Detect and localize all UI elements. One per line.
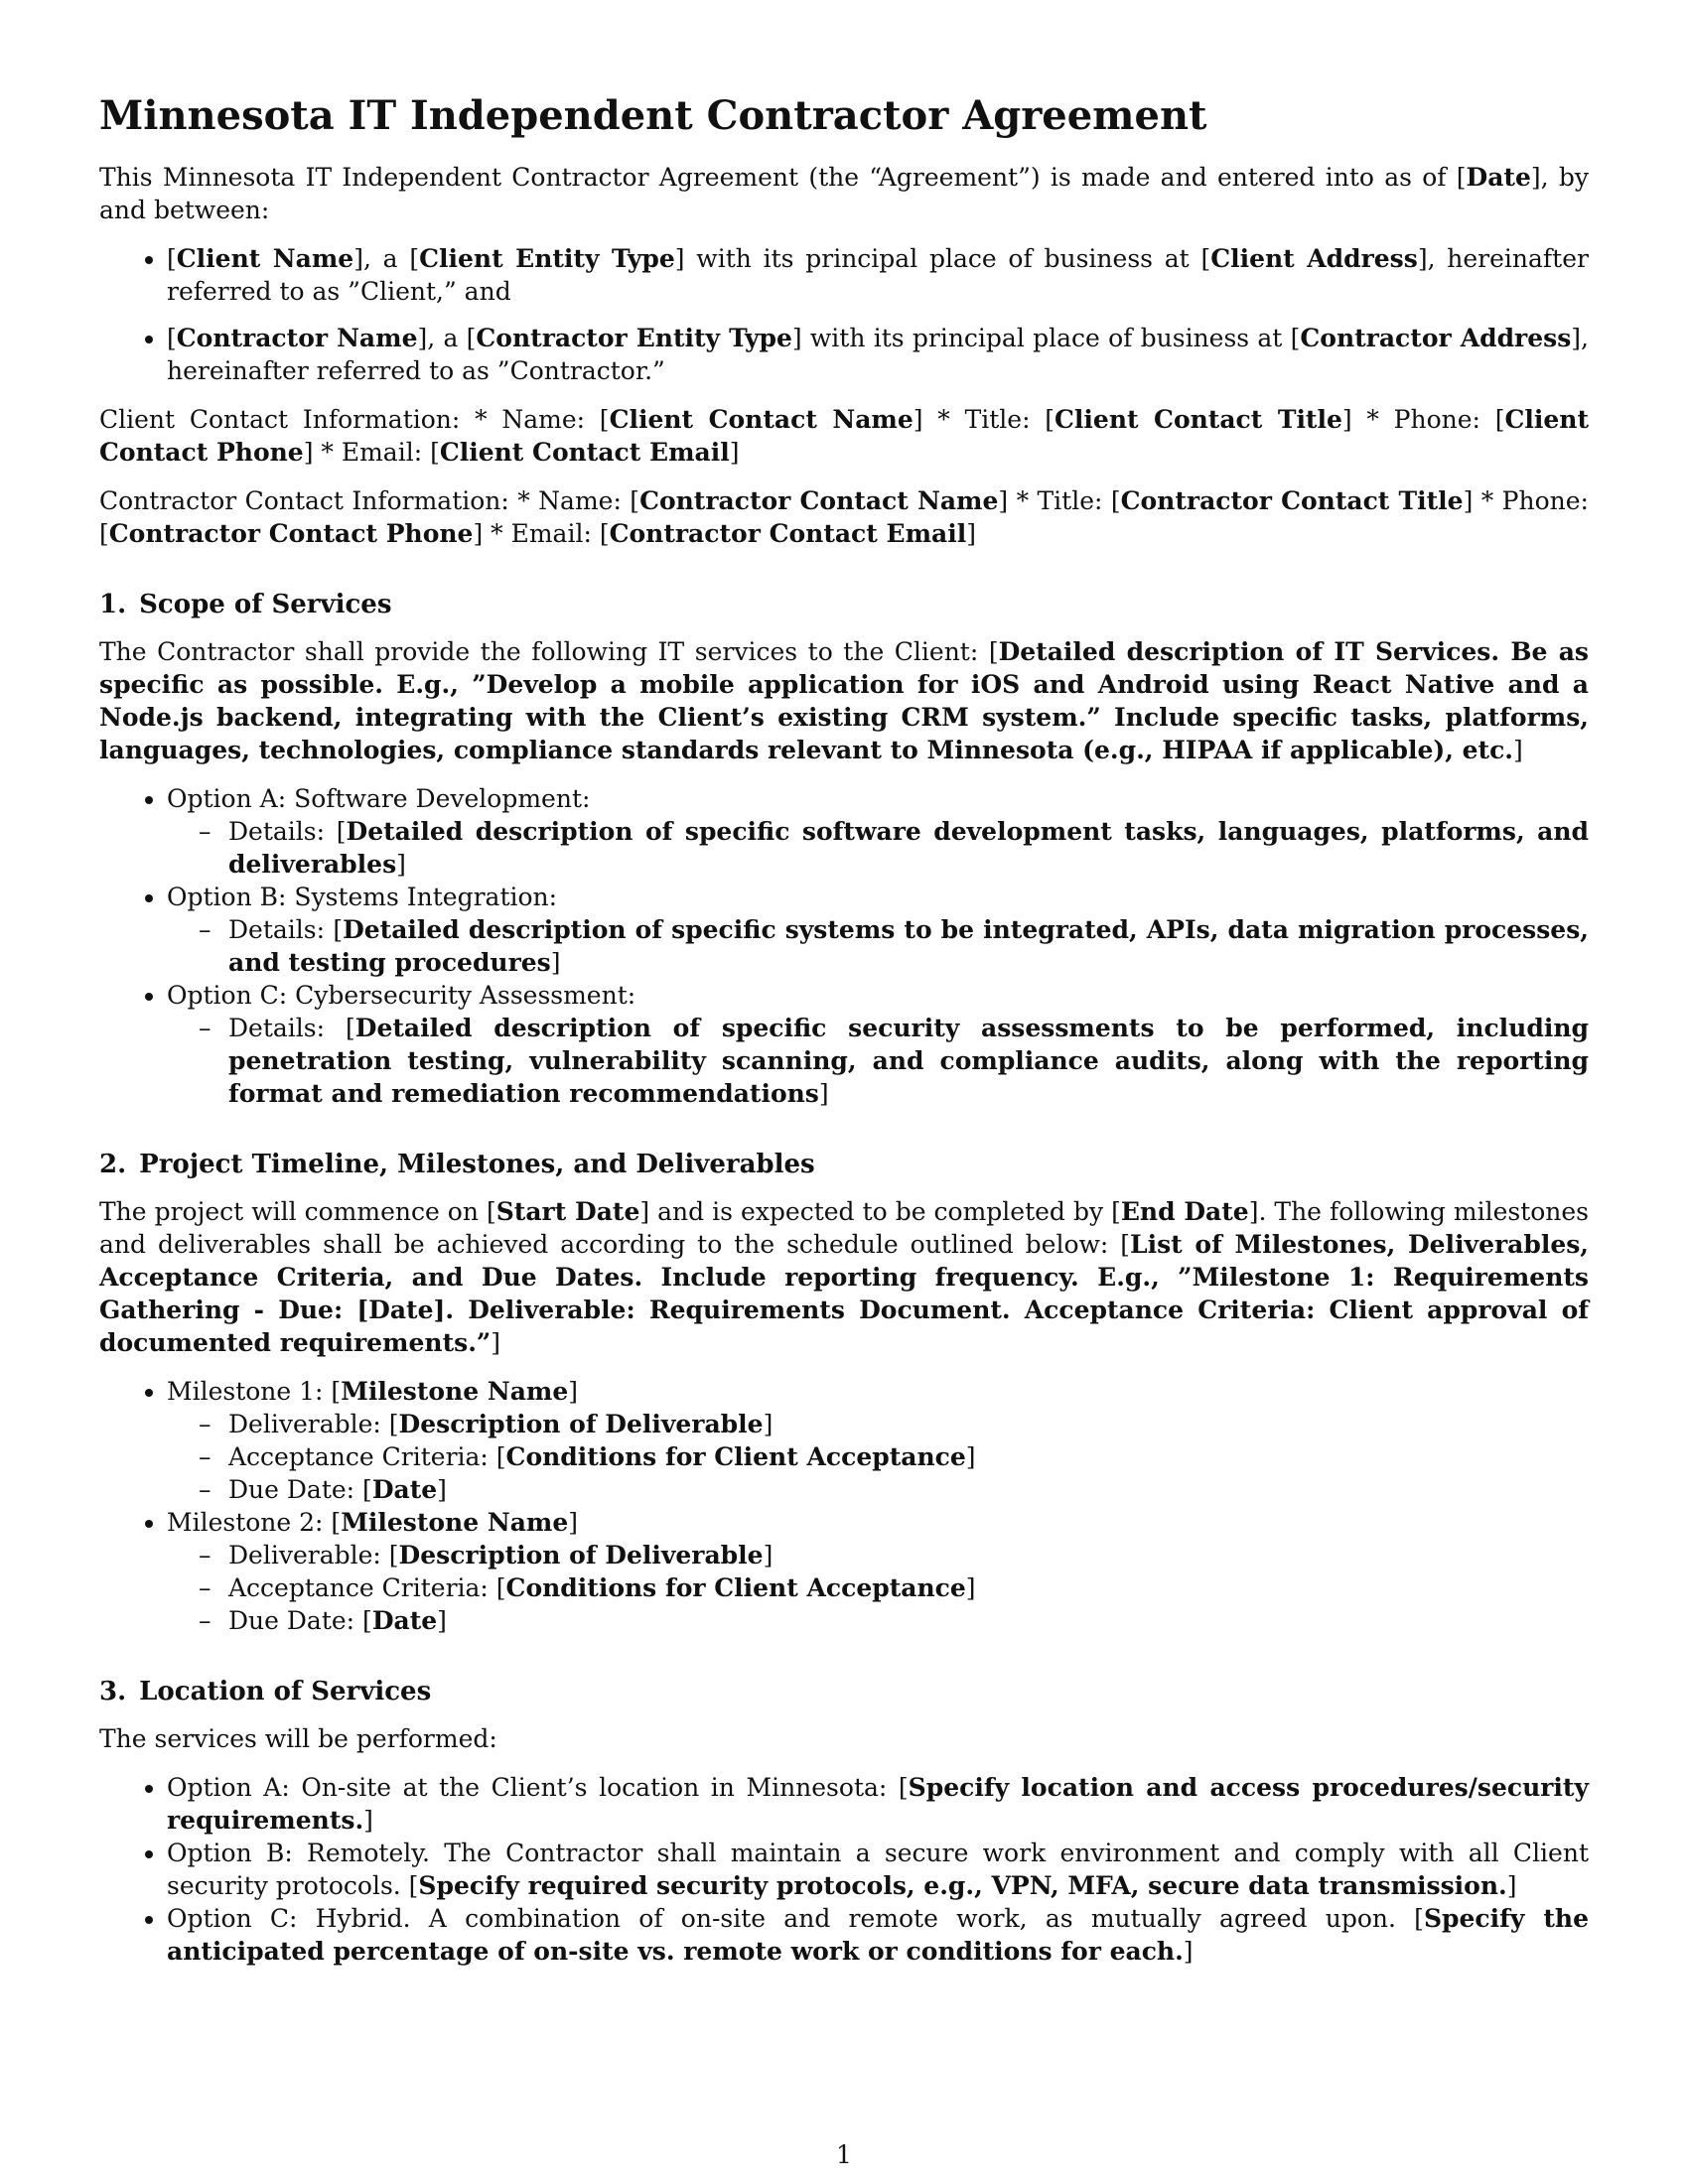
text: ] * Email: [ — [303, 438, 440, 467]
milestone-1 — [167, 1375, 1589, 1506]
placeholder: Date — [371, 1606, 438, 1635]
option-details — [167, 815, 1589, 881]
intro-paragraph — [99, 161, 1589, 226]
text: Acceptance Criteria: [ — [228, 1573, 506, 1602]
document-title: Minnesota IT Independent Contractor Agreement — [99, 92, 1207, 139]
text: Milestone 2: [ — [167, 1508, 342, 1537]
location-options-list — [99, 1771, 1589, 1968]
text: ] and is expected to be completed by [ — [639, 1197, 1121, 1226]
option-details — [167, 1012, 1589, 1110]
text: ], hereinafter referred to as ”Client,” and — [167, 244, 1589, 306]
location-option-a — [167, 1771, 1589, 1837]
text: ] * Title: [ — [913, 405, 1055, 434]
contractor-entity-type-placeholder: Contractor Entity Type — [476, 324, 792, 352]
text: ] — [437, 1475, 447, 1504]
placeholder: Detailed description of specific systems to be integrated, APIs, data migration processes, and testing procedures — [228, 915, 1589, 977]
text: ] — [491, 1328, 501, 1357]
milestone-2 — [167, 1506, 1589, 1637]
text: Milestone 1: [ — [167, 1377, 342, 1406]
option-label: Option C: Cybersecurity Assessment: — [167, 981, 636, 1010]
text: ] — [437, 1606, 447, 1635]
placeholder: Conditions for Client Acceptance — [505, 1442, 966, 1471]
section-1-heading: 1. Scope of Services — [99, 590, 392, 619]
client-entity-type-placeholder: Client Entity Type — [419, 244, 675, 273]
location-option-c — [167, 1902, 1589, 1968]
milestone-items — [167, 1539, 1589, 1637]
text: Deliverable: [ — [228, 1541, 399, 1570]
text: ] — [965, 1442, 976, 1471]
party-client — [167, 242, 1589, 308]
text: [ — [167, 244, 177, 273]
text: ] with its principal place of business at [ — [674, 244, 1211, 273]
placeholder: Client Contact Name — [609, 405, 914, 434]
section-3-heading: 3. Location of Services — [99, 1677, 432, 1706]
placeholder: Client Contact Title — [1055, 405, 1342, 434]
party-contractor — [167, 322, 1589, 387]
text: Option A: On-site at the Client’s location in Minnesota: [ — [167, 1773, 909, 1802]
placeholder: Detailed description of specific security assessments to be performed, including penetration testing, vulnerability scanning, and compliance audits, along with the reporting format and remediation recommendations — [228, 1014, 1589, 1108]
text: Due Date: [ — [228, 1475, 372, 1504]
text: ], hereinafter referred to as ”Contractor.” — [167, 324, 1589, 385]
placeholder: Detailed description of IT Services. Be as specific as possible. E.g., ”Develop a mobile application for iOS and Android using React Native and a Node.js backend, integrating with the Client’s existing CRM system.” Include specific tasks, platforms, languages, technologies, compliance standards relevant to Minnesota (e.g., HIPAA if applicable), etc. — [99, 637, 1589, 764]
parties-list — [99, 242, 1589, 387]
placeholder: Client Contact Phone — [99, 405, 1589, 467]
milestone-item — [228, 1539, 1589, 1571]
placeholder: Specify required security protocols, e.g., VPN, MFA, secure data transmission. — [418, 1871, 1507, 1900]
service-option-b — [167, 881, 1589, 979]
text: ], a [ — [353, 244, 420, 273]
text: Details: [ — [228, 1014, 355, 1042]
text: ] — [818, 1079, 829, 1108]
contractor-name-placeholder: Contractor Name — [176, 324, 418, 352]
client-address-placeholder: Client Address — [1210, 244, 1418, 273]
option-details — [167, 913, 1589, 979]
placeholder: Detailed description of specific software development tasks, languages, platforms, and deliverables — [228, 817, 1589, 879]
contractor-address-placeholder: Contractor Address — [1300, 324, 1572, 352]
text: ] — [1513, 736, 1523, 764]
placeholder: Description of Deliverable — [398, 1410, 764, 1438]
text: Option B: Remotely. The Contractor shall maintain a secure work environment and comply with all Client security protocols. [ — [167, 1839, 1589, 1900]
text: Details: [ — [228, 915, 344, 944]
section-2-intro — [99, 1195, 1589, 1359]
placeholder: Client Contact Email — [439, 438, 730, 467]
option-detail — [228, 1012, 1589, 1110]
intro-text: ], by and between: — [99, 163, 1589, 224]
text: [ — [167, 324, 177, 352]
placeholder: End Date — [1120, 1197, 1249, 1226]
page-number: 1 — [836, 2140, 852, 2169]
service-options-list — [99, 782, 1589, 1110]
section-2-heading: 2. Project Timeline, Milestones, and Deliverables — [99, 1150, 815, 1179]
placeholder: Description of Deliverable — [398, 1541, 764, 1570]
location-option-b — [167, 1837, 1589, 1902]
text: ] — [763, 1410, 774, 1438]
option-label: Option B: Systems Integration: — [167, 883, 558, 911]
text: ] — [729, 438, 740, 467]
text: Due Date: [ — [228, 1606, 372, 1635]
placeholder: List of Milestones, Deliverables, Acceptance Criteria, and Due Dates. Include reporting frequency. E.g., ”Milestone 1: Requirements Gathering - Due: [Date]. Deliverable: Requirements Document. Acceptance Criteria: Client approval of documented requirements.” — [99, 1230, 1590, 1357]
text: Contractor Contact Information: * Name: [ — [99, 486, 640, 515]
option-detail — [228, 913, 1589, 979]
contractor-contact-paragraph — [99, 484, 1589, 550]
section-1-intro — [99, 635, 1589, 766]
text: ] — [568, 1508, 579, 1537]
option-label: Option A: Software Development: — [167, 784, 591, 813]
text: ] — [363, 1806, 373, 1835]
text: Details: [ — [228, 817, 347, 846]
placeholder: Specify location and access procedures/security requirements. — [167, 1773, 1589, 1835]
date-placeholder: Date — [1466, 163, 1531, 192]
placeholder: Contractor Contact Phone — [108, 519, 474, 548]
placeholder: Start Date — [495, 1197, 640, 1226]
placeholder: Specify the anticipated percentage of on-site vs. remote work or conditions for each. — [167, 1904, 1590, 1966]
milestone-item — [228, 1571, 1589, 1604]
text: ] — [396, 850, 406, 879]
document-page — [99, 79, 1589, 1983]
client-name-placeholder: Client Name — [176, 244, 354, 273]
text: Acceptance Criteria: [ — [228, 1442, 506, 1471]
text: ] — [1183, 1937, 1194, 1966]
milestone-item — [228, 1440, 1589, 1473]
milestone-item — [228, 1604, 1589, 1637]
placeholder: Milestone Name — [341, 1377, 569, 1406]
text: ] — [965, 1573, 976, 1602]
text: ] * Phone: [ — [1341, 405, 1505, 434]
client-contact-paragraph — [99, 403, 1589, 469]
placeholder: Conditions for Client Acceptance — [505, 1573, 966, 1602]
text: ] — [1506, 1871, 1517, 1900]
placeholder: Contractor Contact Email — [609, 519, 967, 548]
placeholder: Contractor Contact Name — [639, 486, 999, 515]
text: ] — [763, 1541, 774, 1570]
text: The Contractor shall provide the following IT services to the Client: [ — [99, 637, 999, 666]
intro-text: This Minnesota IT Independent Contractor Agreement (the “Agreement”) is made and entered into as of [ — [99, 163, 1467, 192]
text: The project will commence on [ — [99, 1197, 496, 1226]
section-3-intro: The services will be performed: — [99, 1724, 497, 1753]
milestone-items — [167, 1408, 1589, 1506]
placeholder: Contractor Contact Title — [1120, 486, 1464, 515]
service-option-c — [167, 979, 1589, 1110]
text: ] — [550, 948, 561, 977]
option-detail — [228, 815, 1589, 881]
text: ] * Phone: [ — [99, 486, 1589, 548]
text: Option C: Hybrid. A combination of on-site and remote work, as mutually agreed upon. [ — [167, 1904, 1424, 1933]
text: ] with its principal place of business at [ — [791, 324, 1301, 352]
text: Client Contact Information: * Name: [ — [99, 405, 610, 434]
placeholder: Milestone Name — [341, 1508, 569, 1537]
milestone-item — [228, 1408, 1589, 1440]
milestones-list — [99, 1375, 1589, 1637]
text: ]. The following milestones and deliverables shall be achieved according to the schedule outlined below: [ — [99, 1197, 1590, 1259]
text: Deliverable: [ — [228, 1410, 399, 1438]
service-option-a — [167, 782, 1589, 881]
placeholder: Date — [371, 1475, 438, 1504]
milestone-item — [228, 1473, 1589, 1506]
text: ] — [568, 1377, 579, 1406]
text: ] * Title: [ — [998, 486, 1121, 515]
text: ], a [ — [417, 324, 477, 352]
text: ] — [966, 519, 976, 548]
text: ] * Email: [ — [473, 519, 610, 548]
